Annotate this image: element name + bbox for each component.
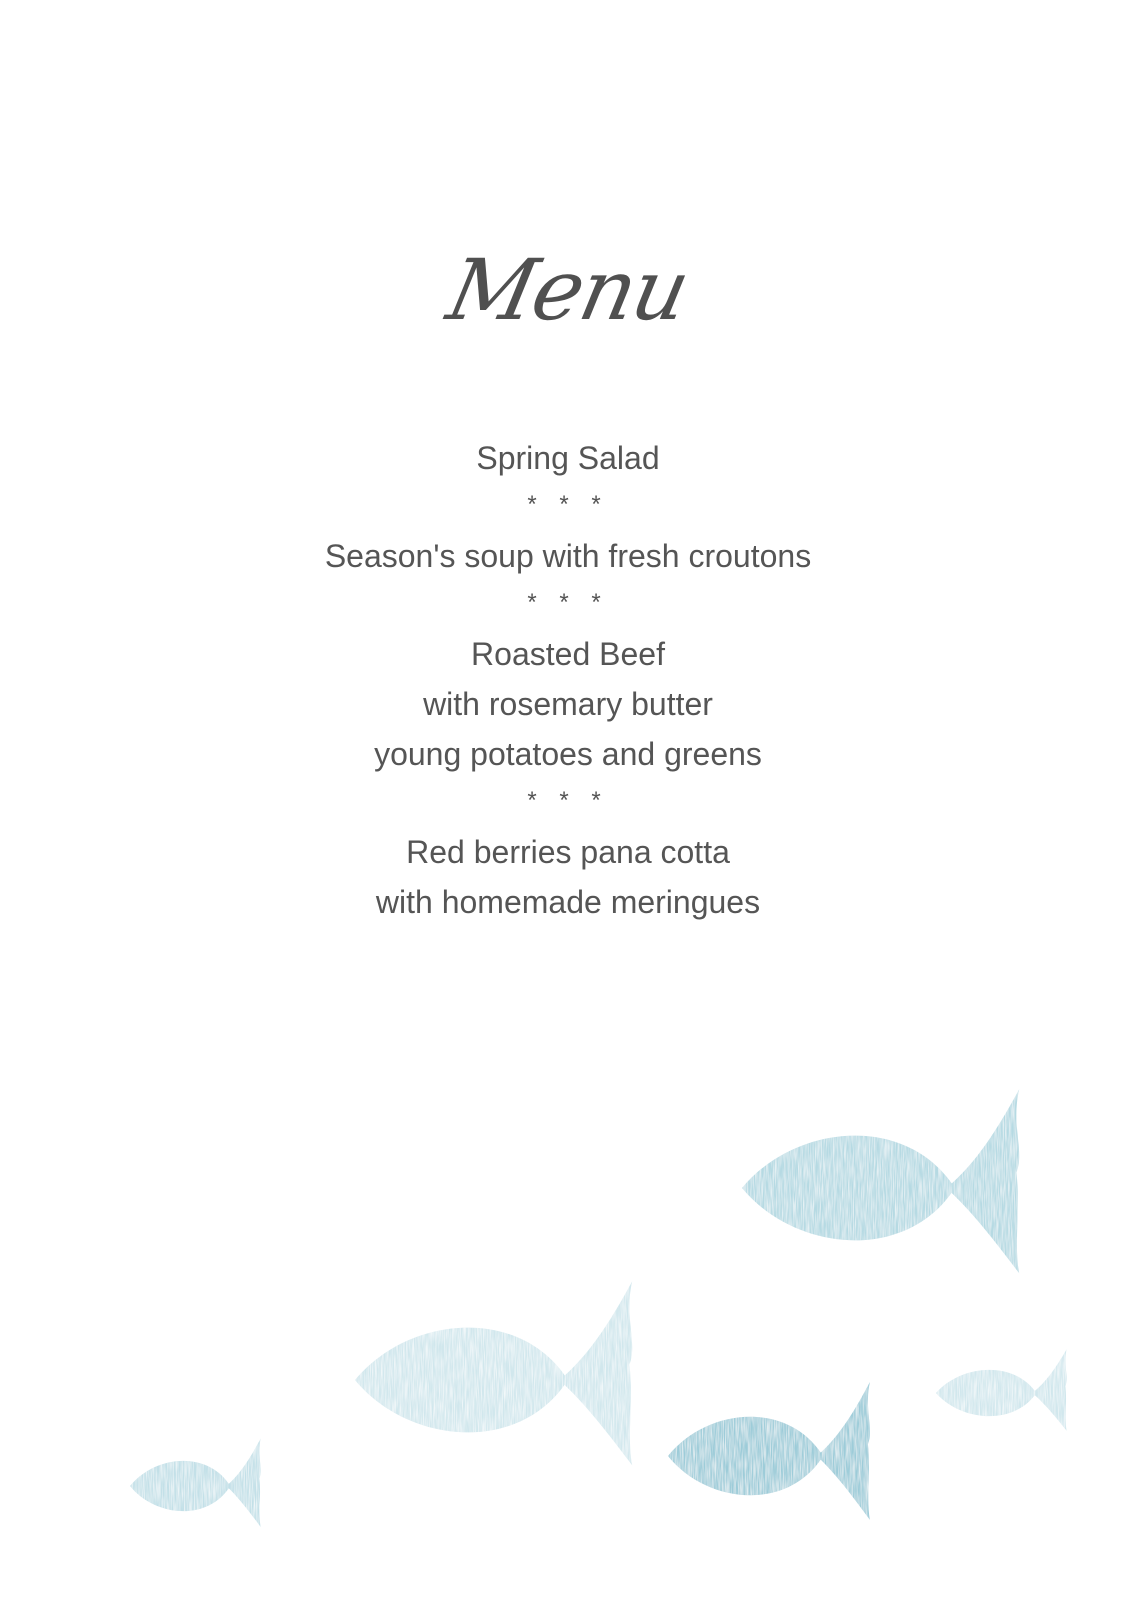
fish-icon [742, 1089, 1019, 1273]
dish-line: with rosemary butter [423, 686, 713, 722]
fish-icon [936, 1349, 1067, 1430]
dish-line: with homemade meringues [375, 884, 761, 920]
fish-icon [130, 1439, 261, 1528]
fish-icon [668, 1382, 870, 1520]
dish-line: Spring Salad [476, 440, 660, 476]
dish-line: young potatoes and greens [374, 736, 762, 772]
menu-title: Menu [439, 241, 697, 339]
course-separator: * * * [527, 589, 609, 616]
course-separator: * * * [527, 491, 609, 518]
fish-icon [355, 1281, 632, 1465]
course-separator: * * * [527, 787, 609, 814]
dish-line: Red berries pana cotta [406, 834, 730, 870]
dish-line: Roasted Beef [471, 636, 665, 672]
dish-line: Season's soup with fresh croutons [324, 538, 812, 574]
